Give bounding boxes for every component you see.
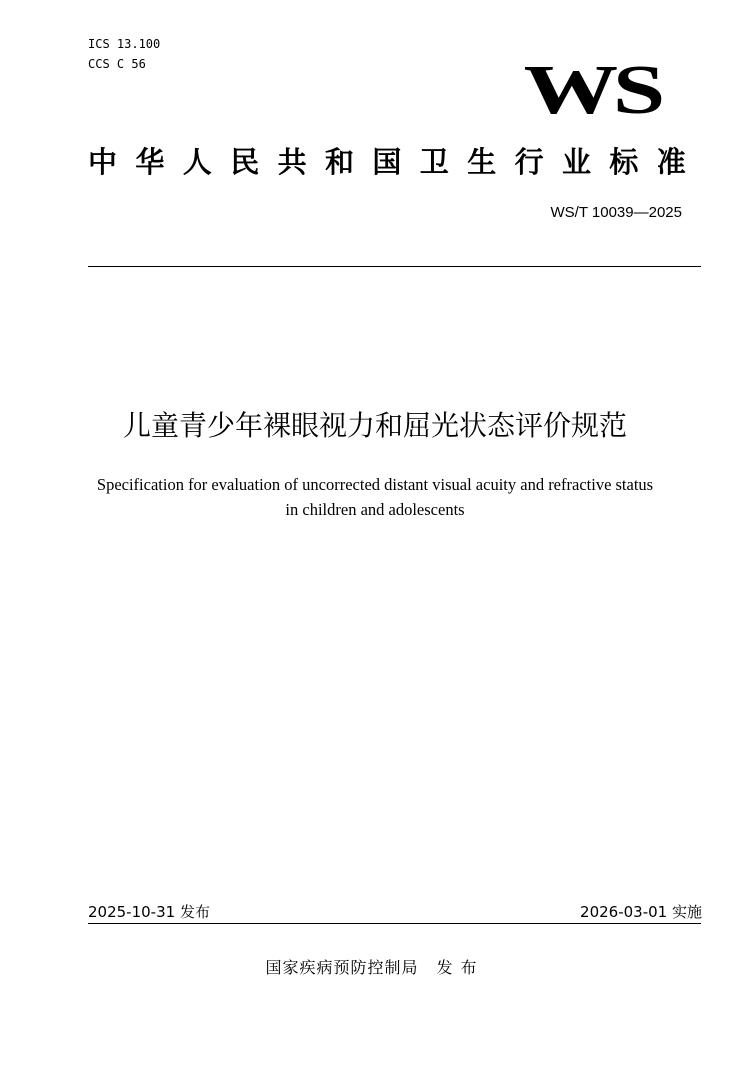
classification-codes [88,34,160,74]
footer-divider [88,923,701,924]
document-title-en [40,472,710,522]
document-title-cn: 儿童青少年裸眼视力和屈光状态评价规范 [122,409,627,442]
ics-code: ICS 13.100 [88,37,161,51]
issue-date: 2025-10-31 发布 [88,903,210,921]
standard-code: WS/T 10039—2025 [550,204,682,221]
publisher-organization: 国家疾病预防控制局 [265,958,419,977]
publisher-line [0,956,750,980]
standard-category-title: 中华人民共和国卫生行业标准 [88,145,705,179]
implementation-date: 2026-03-01 实施 [580,903,702,921]
publisher-action: 发布 [436,958,485,977]
header-divider [88,266,701,267]
document-title-en-line1: Specification for evaluation of uncorrected distant visual acuity and refractive status [96,475,654,494]
ccs-code: CCS C 56 [88,57,146,71]
ws-logo: WS [523,52,660,129]
document-title-en-line2: in children and adolescents [285,500,465,519]
